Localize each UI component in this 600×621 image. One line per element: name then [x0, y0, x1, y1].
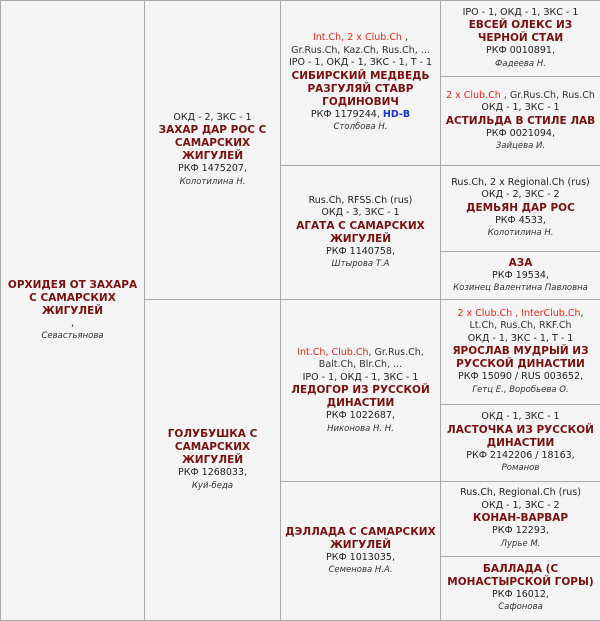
sire-tests: ОКД - 2, ЗКС - 1: [173, 111, 252, 123]
dam-sire-cell: [281, 300, 441, 482]
sire-breeder: Колотилина Н.: [179, 176, 246, 187]
sire-dam-dam-name[interactable]: АЗА: [508, 256, 533, 269]
dam-sire-titles-red: Int.Ch, Club.Ch: [297, 346, 369, 358]
dam-sire-tests: IPO - 1, ОКД - 1, ЗКС - 1: [302, 371, 419, 383]
subject-cell: [1, 1, 145, 621]
sire-sire-reg-line: [284, 109, 437, 122]
dam-breeder: Куй-беда: [191, 480, 234, 491]
dam-dam-reg: РКФ 1013035,: [325, 551, 395, 563]
dam-reg: РКФ 1268033,: [177, 467, 247, 479]
dam-sire-dam-name[interactable]: ЛАСТОЧКА ИЗ РУССКОЙ ДИНАСТИИ: [447, 423, 594, 449]
dam-sire-sire-titles-rest: , Lt.Ch, Rus.Ch, RKF.Ch: [469, 307, 584, 332]
sire-dam-sire-tests: ОКД - 2, ЗКС - 2: [481, 189, 560, 201]
dam-sire-titles: [284, 347, 437, 372]
dam-sire-dam-breeder: Романов: [501, 463, 540, 474]
subject-sep: ,: [70, 317, 75, 329]
dam-sire-breeder: Никонова Н. Н.: [327, 423, 394, 434]
dam-sire-sire-reg: РКФ 15090 / RUS 003652,: [457, 371, 584, 383]
dam-dam-sire-tests: ОКД - 1, ЗКС - 2: [481, 499, 560, 511]
dam-sire-sire-breeder: Гетц Е., Воробьева О.: [472, 384, 569, 395]
sire-dam-sire-name[interactable]: ДЕМЬЯН ДАР РОС: [466, 201, 575, 214]
sire-dam-name[interactable]: АГАТА С САМАРСКИХ ЖИГУЛЕЙ: [296, 219, 425, 245]
dam-sire-dam-tests: ОКД - 1, ЗКС - 1: [481, 411, 560, 423]
sire-sire-dam-titles: [444, 90, 597, 103]
sire-sire-name[interactable]: СИБИРСКИЙ МЕДВЕДЬ РАЗГУЛЯЙ СТАВР ГОДИНОВИЧ: [291, 69, 430, 108]
sire-dam-cell: [281, 165, 441, 300]
dam-sire-titles-rest: , Gr.Rus.Ch, Balt.Ch, Blr.Ch, ...: [318, 346, 424, 371]
sire-dam-tests: ОКД - 3, ЗКС - 1: [321, 207, 400, 219]
dam-dam-dam-cell: [441, 556, 600, 620]
sire-sire-dam-titles-red: 2 x Club.Ch: [446, 89, 501, 101]
sire-sire-sire-name[interactable]: ЕВСЕЙ ОЛЕКС ИЗ ЧЕРНОЙ СТАИ: [468, 19, 573, 45]
sire-sire-dam-cell: [441, 77, 600, 165]
sire-sire-breeder: Столбова Н.: [333, 122, 388, 133]
dam-sire-reg: РКФ 1022687,: [325, 410, 395, 422]
sire-sire-titles-rest: Gr.Rus.Ch, Kaz.Ch, Rus.Ch, ...: [291, 44, 430, 56]
sire-sire-dam-titles-rest: , Gr.Rus.Ch, Rus.Ch: [500, 89, 595, 101]
sire-reg: РКФ 1475207,: [177, 163, 247, 175]
dam-dam-sire-breeder: Лурье М.: [500, 538, 541, 549]
sire-sire-hd: HD-B: [382, 108, 411, 120]
dam-cell: [145, 300, 281, 621]
sire-sire-dam-tests: ОКД - 1, ЗКС - 1: [481, 102, 560, 114]
dam-sire-sire-titles-red: 2 x Club.Ch , InterClub.Ch: [457, 307, 581, 319]
dam-sire-dam-cell: [441, 404, 600, 481]
sire-sire-cell: [281, 1, 441, 166]
sire-dam-sire-cell: [441, 165, 600, 251]
sire-sire-sire-tests: IPO - 1, ОКД - 1, ЗКС - 1: [462, 6, 579, 18]
dam-dam-name[interactable]: ДЭЛЛАДА С САМАРСКИХ ЖИГУЛЕЙ: [285, 525, 436, 551]
dam-dam-sire-name[interactable]: КОНАН-ВАРВАР: [472, 512, 569, 525]
dam-sire-sire-cell: [441, 300, 600, 405]
sire-sire-sire-reg: РКФ 0010891,: [485, 45, 555, 57]
dam-sire-sire-name[interactable]: ЯРОСЛАВ МУДРЫЙ ИЗ РУССКОЙ ДИНАСТИИ: [452, 345, 589, 371]
dam-dam-sire-cell: [441, 482, 600, 556]
sire-dam-reg: РКФ 1140758,: [325, 245, 395, 257]
sire-dam-sire-titles: Rus.Ch, 2 x Regional.Ch (rus): [451, 176, 590, 188]
sire-sire-dam-name[interactable]: АСТИЛЬДА В СТИЛЕ ЛАВ: [445, 114, 596, 127]
dam-dam-dam-name[interactable]: БАЛЛАДА (С МОНАСТЫРСКОЙ ГОРЫ): [447, 562, 594, 588]
sire-sire-dam-reg: РКФ 0021094,: [485, 127, 555, 139]
dam-sire-dam-reg: РКФ 2142206 / 18163,: [466, 449, 575, 461]
dam-sire-sire-titles: [444, 308, 597, 333]
sire-dam-dam-reg: РКФ 19534,: [492, 269, 549, 281]
sire-sire-sire-breeder: Фадеева Н.: [495, 58, 546, 69]
sire-sire-titles: [284, 32, 437, 57]
sire-dam-titles: Rus.Ch, RFSS.Ch (rus): [308, 194, 413, 206]
dam-name[interactable]: ГОЛУБУШКА С САМАРСКИХ ЖИГУЛЕЙ: [167, 428, 258, 467]
sire-sire-dam-breeder: Зайцева И.: [495, 141, 546, 152]
sire-name[interactable]: ЗАХАР ДАР РОС С САМАРСКИХ ЖИГУЛЕЙ: [158, 124, 267, 163]
sire-sire-sire-cell: [441, 1, 600, 77]
sire-sire-titles-sep: ,: [401, 32, 408, 44]
dam-dam-cell: [281, 482, 441, 621]
dam-sire-name[interactable]: ЛЕДОГОР ИЗ РУССКОЙ ДИНАСТИИ: [291, 384, 430, 410]
sire-sire-reg: РКФ 1179244,: [310, 108, 380, 120]
sire-cell: [145, 1, 281, 300]
sire-dam-sire-reg: РКФ 4533,: [495, 214, 546, 226]
sire-sire-titles-red: Int.Ch, 2 x Club.Ch: [312, 32, 402, 44]
dam-dam-sire-reg: РКФ 12293,: [492, 525, 549, 537]
subject-breeder: Севастьянова: [41, 331, 104, 341]
subject-name[interactable]: ОРХИДЕЯ ОТ ЗАХАРА С САМАРСКИХ ЖИГУЛЕЙ: [7, 278, 138, 317]
sire-dam-sire-breeder: Колотилина Н.: [487, 228, 554, 239]
dam-dam-dam-breeder: Сафонова: [498, 602, 543, 613]
sire-sire-tests: IPO - 1, ОКД - 1, ЗКС - 1, Т - 1: [288, 57, 433, 69]
sire-dam-breeder: Штырова Т.А: [331, 259, 390, 270]
dam-dam-sire-titles: Rus.Ch, Regional.Ch (rus): [460, 487, 581, 499]
sire-dam-dam-breeder: Козинец Валентина Павловна: [453, 283, 588, 294]
dam-dam-dam-reg: РКФ 16012,: [492, 588, 549, 600]
dam-sire-sire-tests: ОКД - 1, ЗКС - 1, Т - 1: [467, 332, 574, 344]
dam-dam-breeder: Семенова Н.А.: [328, 565, 393, 576]
sire-dam-dam-cell: [441, 252, 600, 300]
